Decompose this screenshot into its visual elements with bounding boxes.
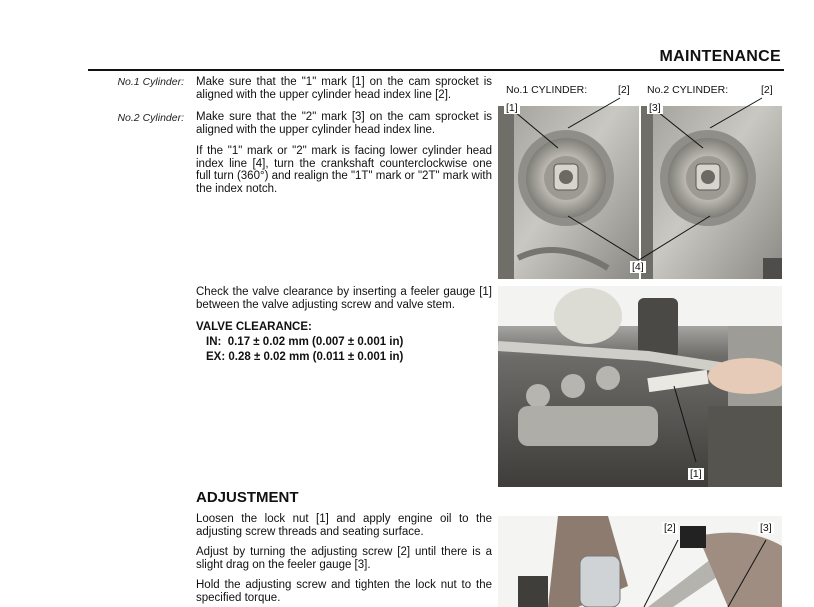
check-clearance-instruction: Check the valve clearance by inserting a feeler gauge [1] between the valve adjusting screw and valve stem. bbox=[196, 286, 492, 311]
header-rule bbox=[88, 69, 784, 71]
section-title: MAINTENANCE bbox=[659, 48, 781, 65]
no1-ref-index-line: [2] bbox=[618, 84, 630, 96]
realign-instruction: If the "1" mark or "2" mark is facing lower cylinder head index line [4], turn the crankshaft counterclockwise one full turn (360°) and realign the "1T" mark or "2T" mark with the index notch. bbox=[196, 145, 492, 195]
adjustment-step-2: Adjust by turning the adjusting screw [2] until there is a slight drag on the feeler gauge [3]. bbox=[196, 546, 492, 571]
no2-ref-mark: [3] bbox=[649, 102, 661, 114]
feeler-gauge-ref: [1] bbox=[690, 468, 702, 480]
exhaust-clearance-spec: EX: 0.28 ± 0.02 mm (0.011 ± 0.001 in) bbox=[206, 351, 404, 363]
adjustment-step-3: Hold the adjusting screw and tighten the lock nut to the specified torque. bbox=[196, 579, 492, 604]
valve-clearance-title: VALVE CLEARANCE: bbox=[196, 321, 312, 333]
no1-cylinder-caption: No.1 CYLINDER: bbox=[506, 84, 588, 96]
adjustment-heading: ADJUSTMENT bbox=[196, 489, 299, 506]
no2-ref-index-line: [2] bbox=[761, 84, 773, 96]
no1-ref-mark: [1] bbox=[506, 102, 518, 114]
no2-cylinder-caption: No.2 CYLINDER: bbox=[647, 84, 729, 96]
cylinder-2-label: No.2 Cylinder: bbox=[117, 112, 184, 124]
intake-clearance-spec: IN: 0.17 ± 0.02 mm (0.007 ± 0.001 in) bbox=[206, 336, 404, 348]
cylinder-1-label: No.1 Cylinder: bbox=[117, 76, 184, 88]
feeler-gauge-figure bbox=[498, 286, 782, 487]
adjustment-figure bbox=[498, 516, 782, 607]
cam-sprocket-photos bbox=[498, 78, 782, 279]
adjustment-step-1: Loosen the lock nut [1] and apply engine oil to the adjusting screw threads and seating surface. bbox=[196, 513, 492, 538]
adjusting-screw-ref: [2] bbox=[664, 522, 676, 534]
feeler-gauge-photo bbox=[498, 286, 782, 487]
cylinder-1-instruction: Make sure that the "1" mark [1] on the cam sprocket is aligned with the upper cylinder head index line [2]. bbox=[196, 76, 492, 101]
adjustment-photo bbox=[498, 516, 782, 607]
cylinder-2-instruction: Make sure that the "2" mark [3] on the cam sprocket is aligned with the upper cylinder head index line. bbox=[196, 111, 492, 136]
lower-index-line-ref: [4] bbox=[632, 261, 644, 273]
feeler-gauge-adjust-ref: [3] bbox=[760, 522, 772, 534]
cam-sprocket-figure bbox=[498, 78, 782, 279]
